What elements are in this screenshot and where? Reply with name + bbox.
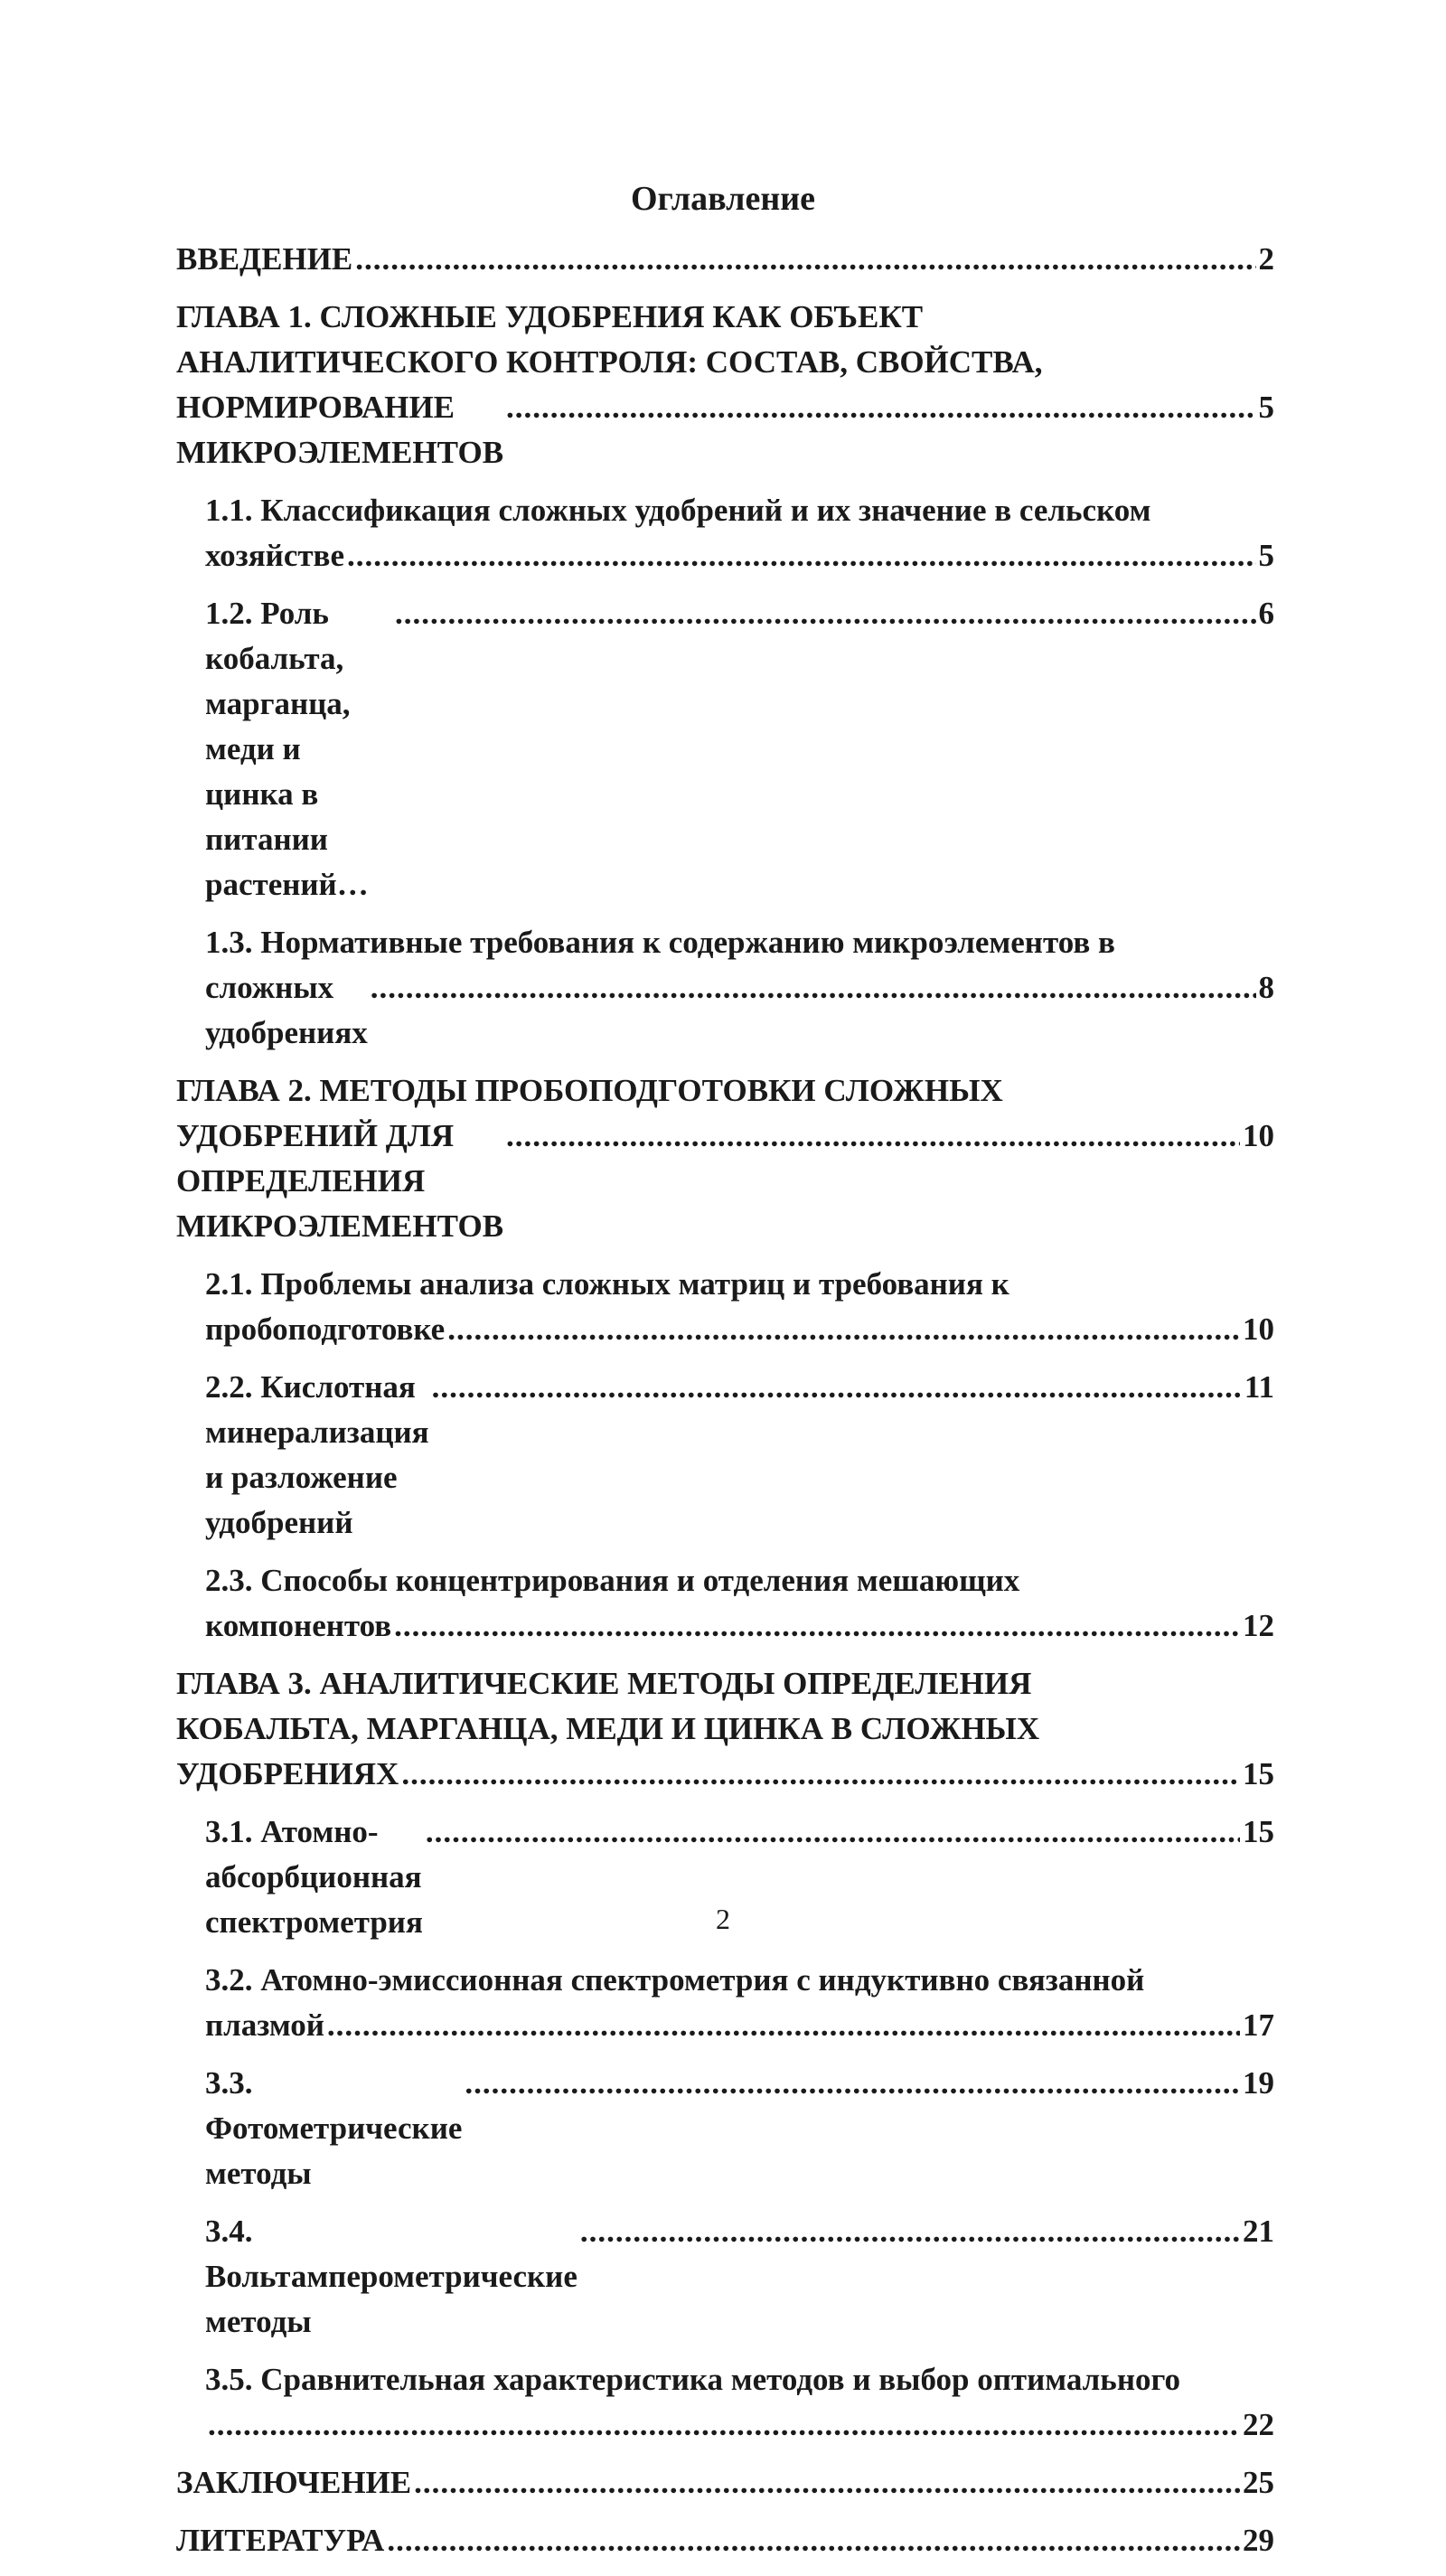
toc-entry-text: ЗАКЛЮЧЕНИЕ (176, 2465, 412, 2500)
toc-entry-line: 2.3. Способы концентрирования и отделения мешающих (205, 1563, 1020, 1598)
toc-page-number: 5 (1258, 390, 1274, 425)
dot-leader (426, 1810, 1240, 1855)
dot-leader (432, 1365, 1242, 1410)
toc-entry-last-line (205, 591, 1274, 907)
toc-page-number: 29 (1243, 2523, 1274, 2558)
table-of-contents (176, 237, 1274, 2576)
toc-entry-text: 2.2. Кислотная минерализация и разложение удобрений (205, 1369, 429, 1540)
toc-entry-text: 3.4. Вольтамперометрические методы (205, 2214, 577, 2339)
dot-leader (580, 2209, 1240, 2254)
toc-entry-last-line (176, 2460, 1274, 2505)
toc-entry-line: 3.5. Сравнительная характеристика методов и выбор оптимального (205, 2362, 1181, 2397)
toc-entry-text: ЛИТЕРАТУРА (176, 2523, 385, 2558)
toc-entry-text: УДОБРЕНИЙ ДЛЯ ОПРЕДЕЛЕНИЯ МИКРОЭЛЕМЕНТОВ (176, 1118, 504, 1244)
toc-entry-text: 1.2. Роль кобальта, марганца, меди и цинка в питании растений… (205, 596, 369, 902)
toc-entry-last-line (176, 1114, 1274, 1249)
toc-entry-text: УДОБРЕНИЯХ (176, 1756, 399, 1791)
toc-entry[interactable] (176, 920, 1274, 1056)
toc-page-number: 8 (1258, 970, 1274, 1005)
toc-title: Оглавление (630, 180, 816, 218)
dot-leader (447, 1307, 1240, 1352)
toc-entry-last-line (205, 1603, 1274, 1649)
dot-leader (506, 1114, 1240, 1159)
toc-entry-line: 1.1. Классификация сложных удобрений и их значение в сельском (205, 493, 1151, 528)
toc-entry-last-line (205, 965, 1274, 1056)
toc-entry-line: 1.3. Нормативные требования к содержанию микроэлементов в (205, 925, 1115, 960)
toc-page-number: 25 (1243, 2465, 1274, 2500)
toc-entry[interactable] (176, 1558, 1274, 1649)
dot-leader (394, 1603, 1240, 1649)
toc-page-number: 11 (1244, 1369, 1274, 1405)
toc-entry[interactable] (176, 237, 1274, 282)
toc-page-number: 15 (1243, 1756, 1274, 1791)
toc-entry-text: НОРМИРОВАНИЕ МИКРОЭЛЕМЕНТОВ (176, 390, 504, 470)
toc-entry-last-line (176, 2518, 1274, 2563)
toc-page-number: 21 (1243, 2214, 1274, 2249)
toc-entry[interactable] (176, 488, 1274, 578)
toc-entry-last-line (205, 1365, 1274, 1546)
toc-entry[interactable] (176, 1661, 1274, 1797)
toc-entry-last-line (205, 2402, 1274, 2448)
toc-entry[interactable] (176, 2209, 1274, 2345)
toc-entry-text: сложных удобрениях (205, 970, 368, 1050)
toc-entry[interactable] (176, 295, 1274, 475)
toc-entry-line: ГЛАВА 3. АНАЛИТИЧЕСКИЕ МЕТОДЫ ОПРЕДЕЛЕНИЯ (176, 1666, 1032, 1701)
toc-entry-line: ГЛАВА 2. МЕТОДЫ ПРОБОПОДГОТОВКИ СЛОЖНЫХ (176, 1073, 1003, 1108)
toc-page-number: 15 (1243, 1814, 1274, 1849)
toc-entry-line: 3.2. Атомно-эмиссионная спектрометрия с индуктивно связанной (205, 1962, 1145, 1998)
toc-page-number: 5 (1258, 538, 1274, 573)
dot-leader (371, 965, 1256, 1011)
toc-entry[interactable] (176, 2518, 1274, 2563)
toc-entry[interactable] (176, 2061, 1274, 2196)
toc-entry-last-line (205, 1307, 1274, 1352)
toc-entry[interactable] (176, 2357, 1274, 2448)
toc-entry-line: 2.1. Проблемы анализа сложных матриц и требования к (205, 1266, 1009, 1302)
dot-leader (347, 533, 1256, 578)
toc-entry-line: КОБАЛЬТА, МАРГАНЦА, МЕДИ И ЦИНКА В СЛОЖНЫХ (176, 1711, 1040, 1746)
toc-page-number: 10 (1243, 1312, 1274, 1347)
dot-leader (327, 2003, 1240, 2048)
toc-entry-text: компонентов (205, 1608, 392, 1643)
toc-entry-last-line (176, 385, 1274, 475)
toc-page-number: 6 (1258, 596, 1274, 631)
toc-entry-text: пробоподготовке (205, 1312, 446, 1347)
toc-page-number: 10 (1243, 1118, 1274, 1153)
toc-entry-last-line (205, 2003, 1274, 2048)
dot-leader (355, 237, 1255, 282)
dot-leader (401, 1752, 1240, 1797)
toc-entry-text: ВВЕДЕНИЕ (176, 241, 353, 277)
toc-entry[interactable] (176, 2460, 1274, 2505)
toc-entry-last-line (176, 237, 1274, 282)
dot-leader (395, 591, 1256, 636)
dot-leader (465, 2061, 1240, 2106)
toc-entry[interactable] (176, 591, 1274, 907)
toc-entry-last-line (205, 533, 1274, 578)
dot-leader (208, 2402, 1240, 2448)
toc-entry[interactable] (176, 1365, 1274, 1546)
dot-leader (387, 2518, 1240, 2563)
toc-page-number: 2 (1258, 241, 1274, 277)
toc-page-number: 22 (1243, 2407, 1274, 2442)
toc-entry-text: хозяйстве (205, 538, 344, 573)
toc-page-number: 12 (1243, 1608, 1274, 1643)
toc-page-number: 17 (1243, 2007, 1274, 2043)
toc-entry-last-line (205, 2209, 1274, 2345)
toc-entry-line: АНАЛИТИЧЕСКОГО КОНТРОЛЯ: СОСТАВ, СВОЙСТВА, (176, 344, 1043, 380)
toc-entry-last-line (205, 2061, 1274, 2196)
toc-page-number: 19 (1243, 2065, 1274, 2101)
toc-entry[interactable] (176, 1958, 1274, 2048)
page-number: 2 (716, 1903, 730, 1935)
toc-entry[interactable] (176, 1068, 1274, 1249)
dot-leader (414, 2460, 1240, 2505)
toc-entry-text: плазмой (205, 2007, 324, 2043)
toc-entry-text: 3.3. Фотометрические методы (205, 2065, 463, 2191)
toc-entry-text: 3.1. Атомно-абсорбционная спектрометрия (205, 1814, 423, 1940)
dot-leader (506, 385, 1255, 430)
toc-entry[interactable] (176, 1262, 1274, 1352)
toc-entry-last-line (176, 1752, 1274, 1797)
toc-entry-line: ГЛАВА 1. СЛОЖНЫЕ УДОБРЕНИЯ КАК ОБЪЕКТ (176, 299, 924, 334)
